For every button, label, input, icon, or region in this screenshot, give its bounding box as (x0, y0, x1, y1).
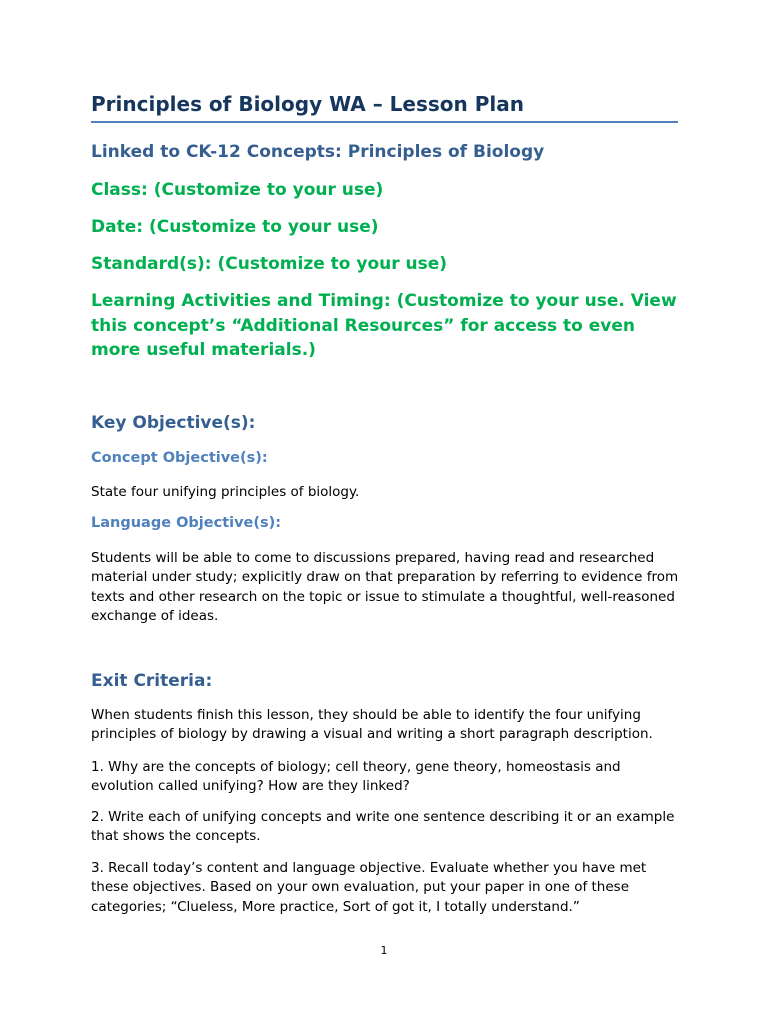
language-objective-heading: Language Objective(s): (91, 515, 282, 531)
exit-item-1: 1. Why are the concepts of biology; cell theory, gene theory, homeostasis and evolution called unifying? How are they linked? (91, 759, 621, 795)
standards-heading: Standard(s): (Customize to your use) (91, 254, 448, 274)
exit-criteria-intro: When students finish this lesson, they should be able to identify the four unifying principles of biology by drawing a visual and writing a short paragraph description. (91, 707, 653, 743)
exit-item-2: 2. Write each of unifying concepts and write one sentence describing it or an example that shows the concepts. (91, 809, 675, 845)
class-heading: Class: (Customize to your use) (91, 180, 384, 200)
date-heading: Date: (Customize to your use) (91, 217, 379, 237)
concept-objective-heading: Concept Objective(s): (91, 450, 268, 466)
exit-item-3: 3. Recall today’s content and language objective. Evaluate whether you have met these objectives. Based on your own evaluation, put your paper in one of these categories; “Clueless, More practice, Sort of got it, I totally understand.” (91, 860, 647, 915)
document-title: Principles of Biology WA – Lesson Plan (91, 92, 524, 116)
linked-concepts-heading: Linked to CK-12 Concepts: Principles of Biology (91, 142, 545, 162)
language-objective-text: Students will be able to come to discussions prepared, having read and researched material under study; explicitly draw on that preparation by referring to evidence from texts and other research on the topic or issue to stimulate a thoughtful, well-reasoned exchange of ideas. (91, 550, 679, 624)
exit-criteria-heading: Exit Criteria: (91, 671, 213, 691)
page-number: 1 (380, 944, 388, 957)
title-underline (91, 121, 678, 123)
key-objectives-heading: Key Objective(s): (91, 413, 256, 433)
learning-activities-heading: Learning Activities and Timing: (Customize to your use. View this concept’s “Additional Resources” for access to even more useful materials.) (91, 291, 677, 360)
concept-objective-text: State four unifying principles of biology. (91, 484, 360, 500)
